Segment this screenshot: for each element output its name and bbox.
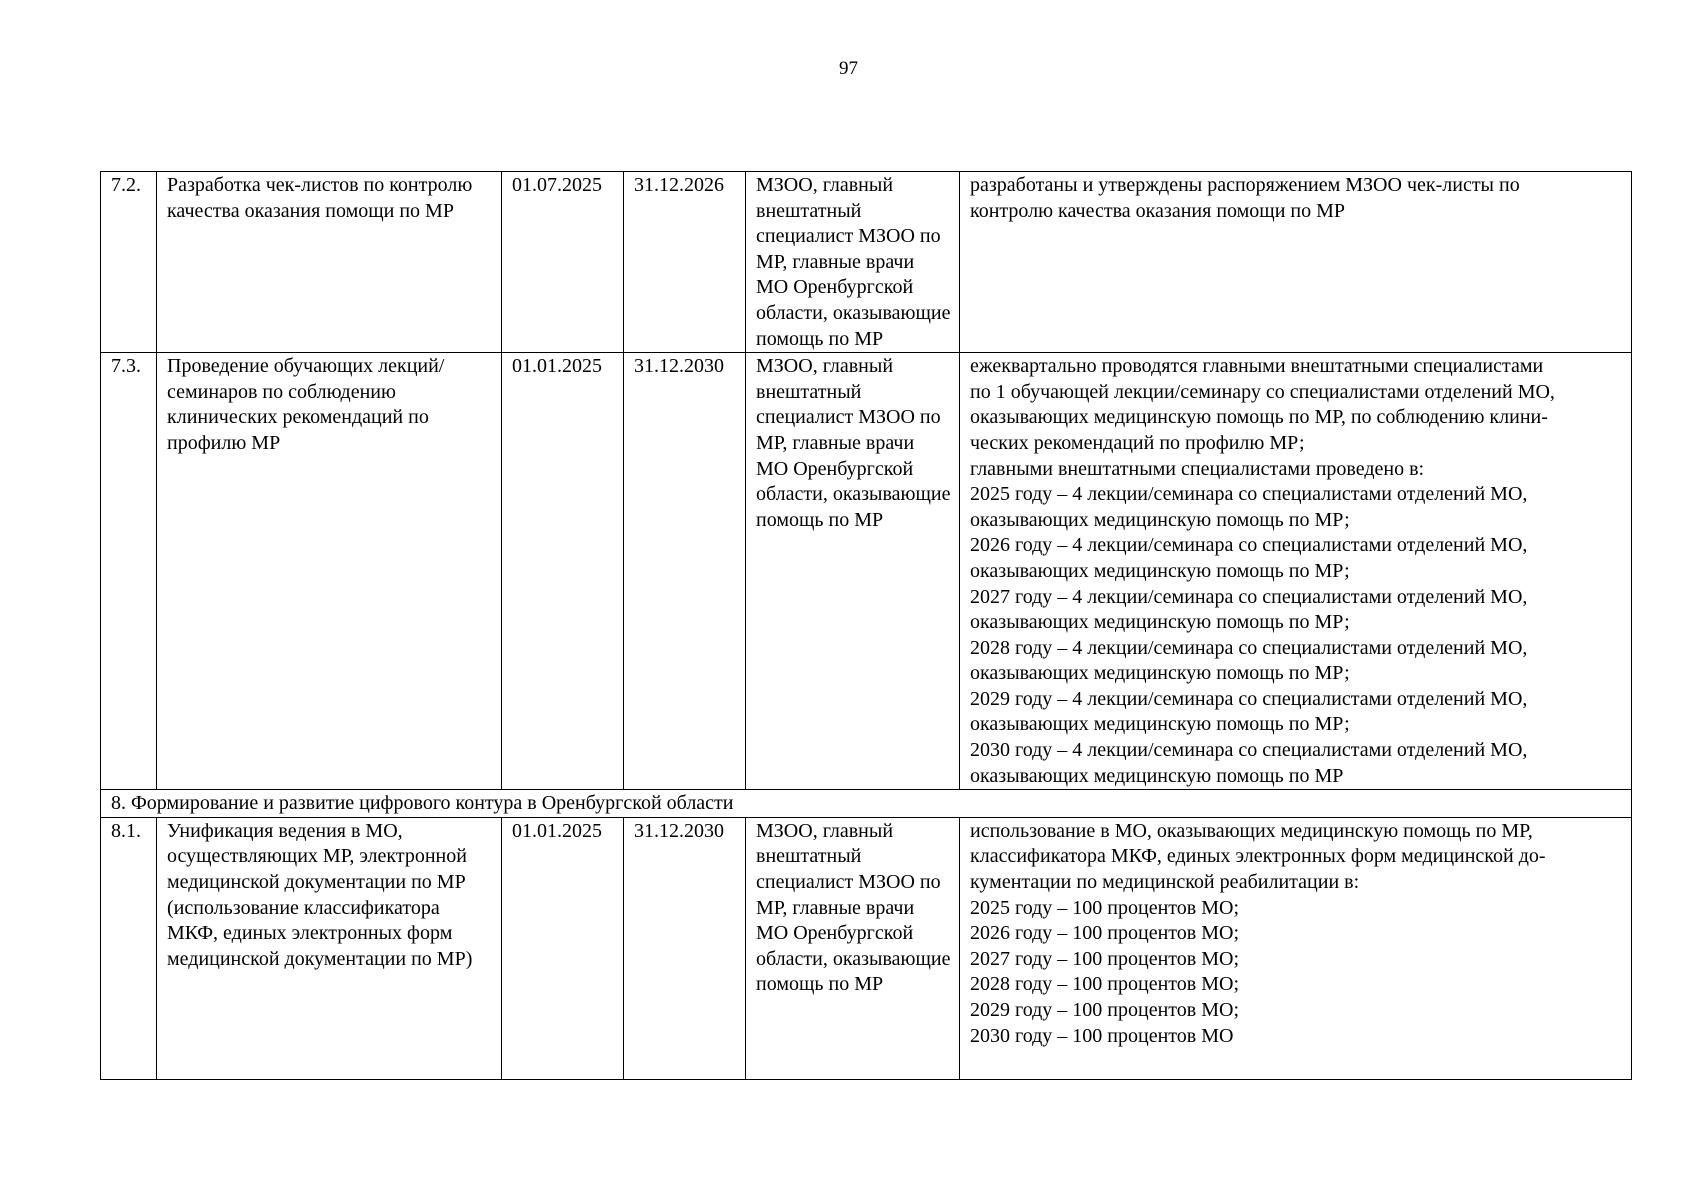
table-row xyxy=(101,172,1632,353)
result-line: ческих рекомендаций по профилю МР; xyxy=(970,431,1305,454)
result-line: классификатора МКФ, единых электронных форм медицинской до- xyxy=(970,845,1546,868)
result-line: оказывающих медицинскую помощь по МР; xyxy=(970,508,1350,531)
result-cell xyxy=(960,172,1632,353)
result-line: контролю качества оказания помощи по МР xyxy=(970,199,1346,222)
table-row xyxy=(101,817,1632,1079)
result-line: использование в МО, оказывающих медицинскую помощь по МР, xyxy=(970,819,1533,842)
result-line: 2030 году – 100 процентов МО xyxy=(970,1024,1234,1047)
result-line: оказывающих медицинскую помощь по МР; xyxy=(970,662,1350,685)
result-line: оказывающих медицинскую помощь по МР, по соблюдению клини- xyxy=(970,406,1548,429)
end-date: 31.12.2030 xyxy=(624,817,746,1079)
activity-cell: Унификация ведения в МО, осуществляющих МР, электронной медицинской документации по МР (использование классификатора МКФ, единых электронных форм медицинской документации по МР) xyxy=(157,817,502,1079)
result-cell xyxy=(960,353,1632,790)
result-line: 2028 году – 4 лекции/семинара со специалистами отделений МО, xyxy=(970,636,1528,659)
activity-cell: Проведение обучающих лекций/семинаров по соблюдению клинических рекомендаций по профилю МР xyxy=(157,353,502,790)
result-line: 2030 году – 4 лекции/семинара со специалистами отделений МО, xyxy=(970,739,1528,762)
row-number: 7.2. xyxy=(101,172,157,353)
result-cell xyxy=(960,817,1632,1079)
result-line: по 1 обучающей лекции/семинару со специалистами отделений МО, xyxy=(970,380,1555,403)
result-line: 2029 году – 100 процентов МО; xyxy=(970,999,1239,1021)
table-row xyxy=(101,353,1632,790)
row-number: 7.3. xyxy=(101,353,157,790)
result-line: оказывающих медицинскую помощь по МР xyxy=(970,764,1344,787)
result-line: оказывающих медицинскую помощь по МР; xyxy=(970,559,1350,582)
result-line: главными внештатными специалистами проведено в: xyxy=(970,457,1425,480)
section-title: 8. Формирование и развитие цифрового контура в Оренбургской области xyxy=(101,790,1632,818)
result-line: 2028 году – 100 процентов МО; xyxy=(970,973,1239,996)
result-line: оказывающих медицинскую помощь по МР; xyxy=(970,713,1350,736)
result-line: 2027 году – 4 лекции/семинара со специалистами отделений МО, xyxy=(970,585,1528,608)
result-line: ежеквартально проводятся главными внештатными специалистами xyxy=(970,355,1544,378)
activity-cell: Разработка чек-листов по контролю качества оказания помощи по МР xyxy=(157,172,502,353)
result-line: кументации по медицинской реабилитации в: xyxy=(970,871,1360,894)
page-number: 97 xyxy=(839,58,858,79)
activity-plan-table xyxy=(100,171,1632,1080)
responsible-cell: МЗОО, главный внештатный специалист МЗОО по МР, главные врачи МО Оренбургской области, оказывающие помощь по МР xyxy=(746,353,960,790)
result-line: 2025 году – 100 процентов МО; xyxy=(970,896,1239,919)
end-date: 31.12.2030 xyxy=(624,353,746,790)
result-line: 2025 году – 4 лекции/семинара со специалистами отделений МО, xyxy=(970,483,1528,506)
start-date: 01.01.2025 xyxy=(502,817,624,1079)
result-line: 2029 году – 4 лекции/семинара со специалистами отделений МО, xyxy=(970,687,1528,710)
responsible-cell: МЗОО, главный внештатный специалист МЗОО по МР, главные врачи МО Оренбургской области, оказывающие помощь по МР xyxy=(746,172,960,353)
responsible-cell: МЗОО, главный внештатный специалист МЗОО по МР, главные врачи МО Оренбургской области, оказывающие помощь по МР xyxy=(746,817,960,1079)
result-line: разработаны и утверждены распоряжением МЗОО чек-листы по xyxy=(970,174,1520,196)
row-number: 8.1. xyxy=(101,817,157,1079)
result-line: 2026 году – 4 лекции/семинара со специалистами отделений МО, xyxy=(970,534,1528,557)
end-date: 31.12.2026 xyxy=(624,172,746,353)
result-line: 2026 году – 100 процентов МО; xyxy=(970,922,1239,945)
result-line: оказывающих медицинскую помощь по МР; xyxy=(970,611,1350,634)
section-row xyxy=(101,790,1632,818)
start-date: 01.01.2025 xyxy=(502,353,624,790)
result-line: 2027 году – 100 процентов МО; xyxy=(970,947,1239,970)
start-date: 01.07.2025 xyxy=(502,172,624,353)
